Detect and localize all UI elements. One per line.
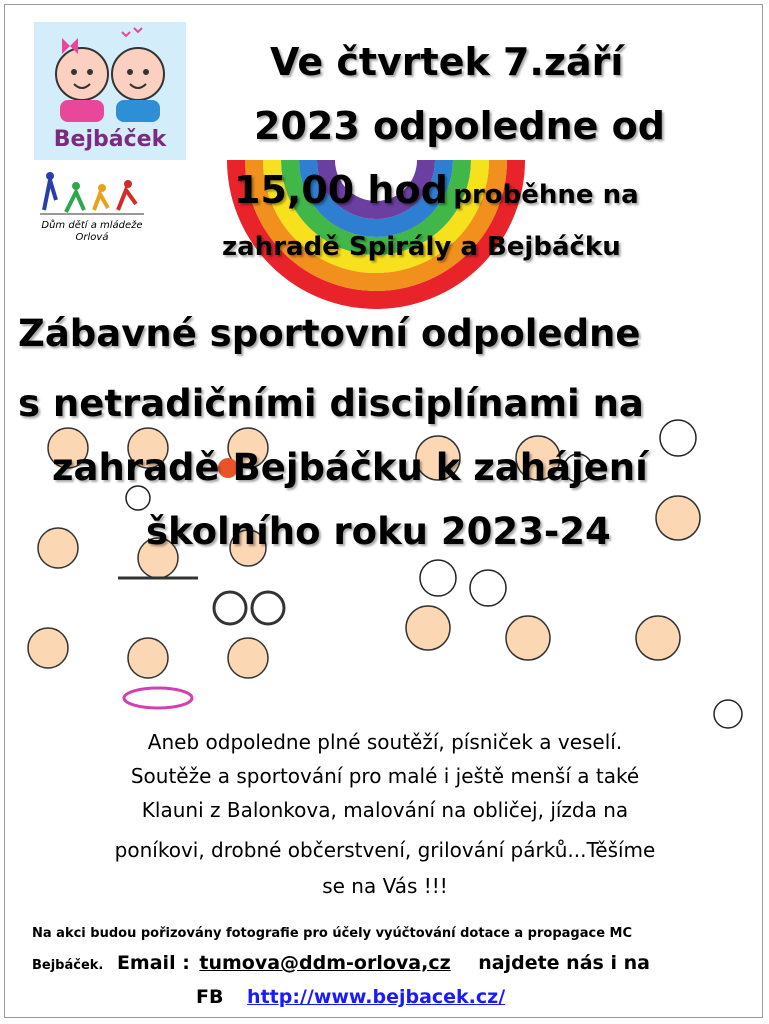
ddm-city: Orlová	[75, 232, 109, 243]
logo-name: Bejbáček	[53, 127, 167, 152]
title-line-3: zahradě Bejbáčku k zahájení	[52, 446, 648, 489]
footer-fb-line	[196, 986, 505, 1008]
website-link[interactable]: http://www.bejbacek.cz/	[247, 986, 506, 1008]
body-line-5: se na Vás !!!	[322, 874, 448, 898]
title-line-4: školního roku 2023-24	[146, 510, 611, 553]
sport-figures-icon	[36, 170, 148, 218]
body-line-3: Klauni z Balonkova, malování na obličej, jízda na	[141, 798, 629, 822]
footer-email-label: Email :	[116, 952, 190, 974]
title-line-2: s netradičními disciplínami na	[18, 382, 644, 425]
email-link[interactable]: tumova@ddm-orlova,cz	[199, 952, 451, 974]
footer-bejbacek: Bejbáček.	[32, 958, 104, 973]
ddm-logo	[36, 170, 148, 250]
footer-photo-notice: Na akci budou pořizovány fotografie pro účely vyúčtování dotace a propagace MC	[32, 926, 633, 941]
body-line-2: Soutěže a sportování pro malé i ještě menší a také	[130, 764, 640, 788]
twin-babies-icon	[34, 22, 186, 132]
headline-line-4: zahradě Spirály a Bejbáčku	[222, 232, 621, 262]
body-line-1: Aneb odpoledne plné soutěží, písniček a veselí.	[147, 730, 623, 754]
ddm-name: Dům dětí a mládeže	[41, 220, 143, 231]
headline-line-1: Ve čtvrtek 7.září	[270, 40, 624, 84]
bejbacek-logo	[34, 22, 186, 160]
body-line-4: poníkovi, drobné občerstvení, grilování párků...Těšíme	[114, 838, 656, 862]
footer-find-text: najdete nás i na	[478, 952, 650, 974]
headline-time: 15,00 hod	[234, 168, 448, 212]
footer-fb-label: FB	[196, 986, 224, 1008]
headline-line-3-rest: proběhne na	[453, 180, 639, 210]
footer-contact-line	[32, 952, 650, 974]
headline-line-3	[234, 168, 639, 212]
title-line-1: Zábavné sportovní odpoledne	[18, 312, 641, 355]
headline-line-2: 2023 odpoledne od	[254, 104, 665, 148]
